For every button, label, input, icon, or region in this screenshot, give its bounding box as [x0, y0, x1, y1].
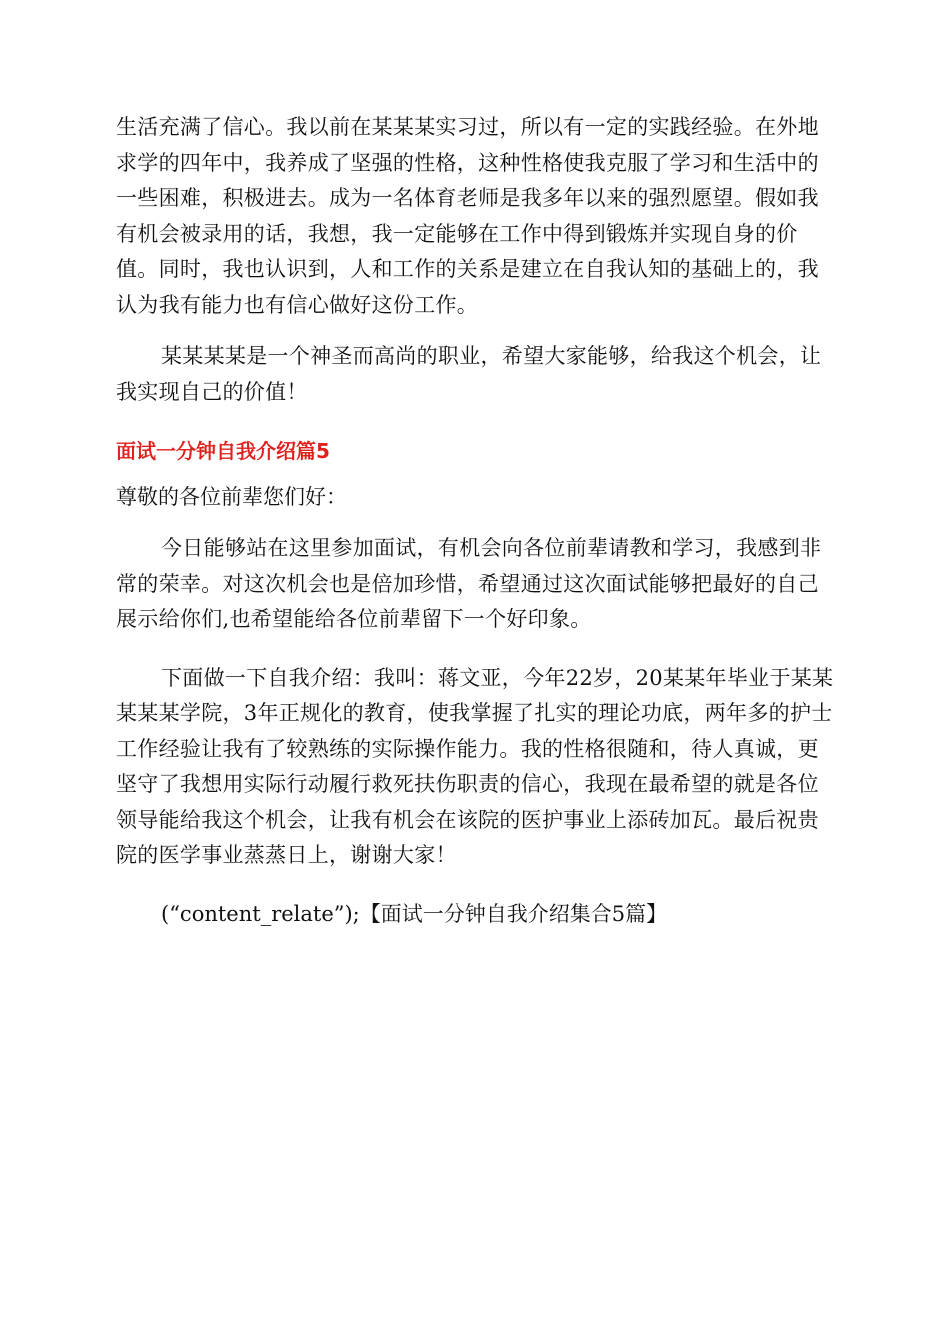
body-paragraph: 某某某某是一个神圣而高尚的职业，希望大家能够，给我这个机会，让我实现自己的价值！ — [116, 344, 822, 404]
body-paragraph: 生活充满了信心。我以前在某某某实习过，所以有一定的实践经验。在外地求学的四年中，我养成了坚强的性格，这种性格使我克服了学习和生活中的一些困难，积极进去。成为一名体育老师是我多年以来的强烈愿望。假如我有机会被录用的话，我想，我一定能够在工作中得到锻炼并实现自身的价值。同时，我也认识到，人和工作的关系是建立在自我认知的基础上的，我认为我有能力也有信心做好这份工作。 — [116, 115, 819, 317]
body-paragraph: 下面做一下自我介绍：我叫：蒋文亚，今年22岁，20某某年毕业于某某某某某学院，3年正规化的教育，使我掌握了扎实的理论功底，两年多的护士工作经验让我有了较熟练的实际操作能力。我的性格很随和，待人真诚，更坚守了我想用实际行动履行救死扶伤职责的信心，我现在最希望的就是各位领导能给我这个机会，让我有机会在该院的医护事业上添砖加瓦。最后祝贵院的医学事业蒸蒸日上，谢谢大家！ — [116, 665, 834, 867]
body-paragraph: 今日能够站在这里参加面试，有机会向各位前辈请教和学习，我感到非常的荣幸。对这次机会也是倍加珍惜，希望通过这次面试能够把最好的自己展示给你们,也希望能给各位前辈留下一个好印象。 — [116, 536, 822, 631]
document-page — [116, 110, 836, 932]
greeting-line: 尊敬的各位前辈您们好： — [116, 485, 347, 509]
closing-line: (“content_relate”);【面试一分钟自我介绍集合5篇】 — [161, 901, 668, 926]
section-heading: 面试一分钟自我介绍篇5 — [116, 439, 330, 463]
